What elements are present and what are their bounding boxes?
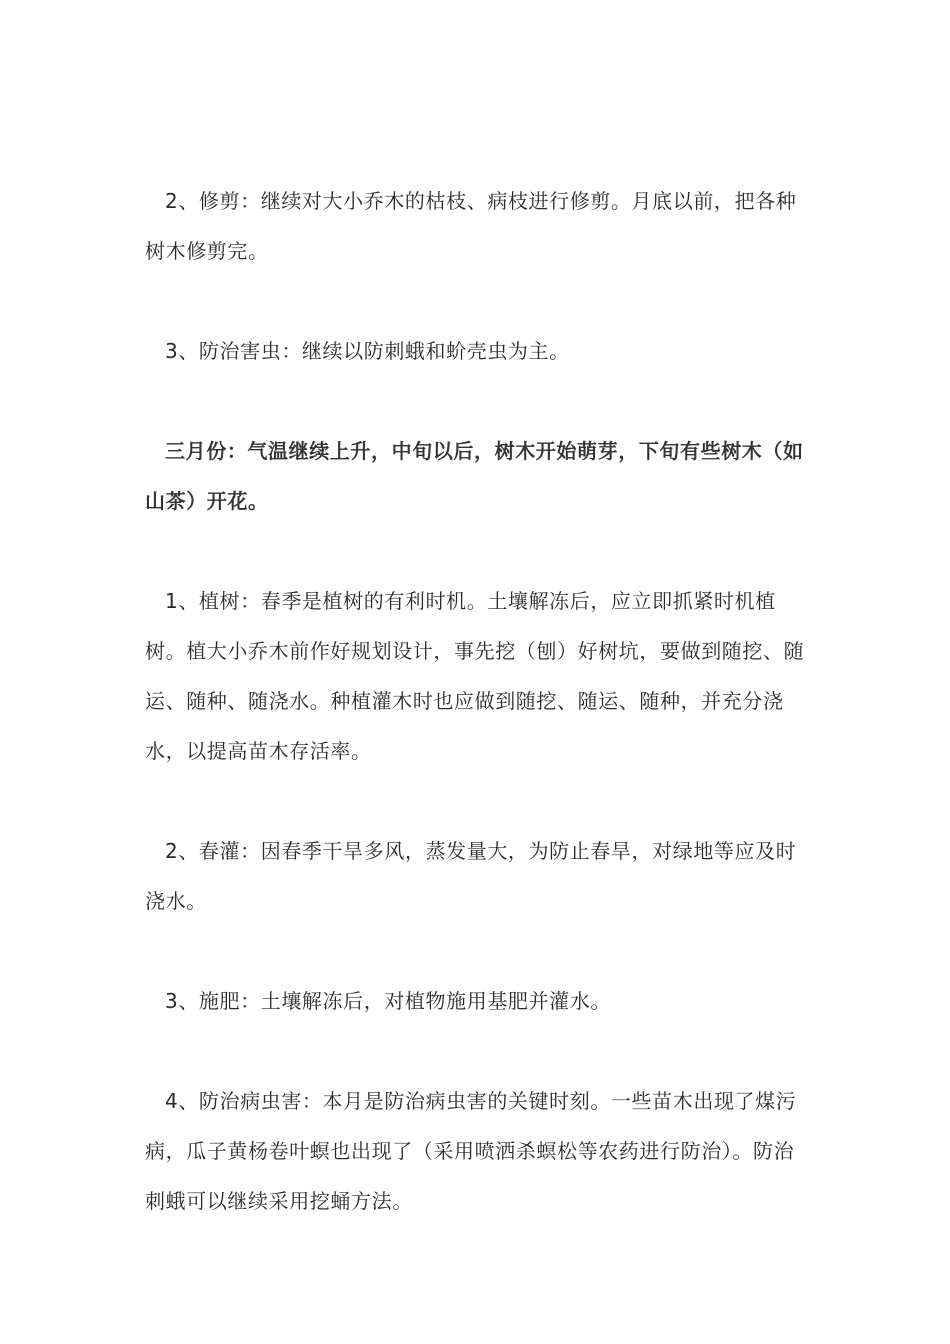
paragraph-fertilizing: 3、施肥：土壤解冻后，对植物施用基肥并灌水。 bbox=[165, 989, 611, 1013]
section-heading-march: 三月份：气温继续上升，中旬以后，树木开始萌芽，下旬有些树木（如山茶）开花。 bbox=[145, 439, 804, 513]
document-body bbox=[145, 176, 807, 1276]
paragraph-tree-planting: 1、植树：春季是植树的有利时机。土壤解冻后，应立即抓紧时机植树。植大小乔木前作好规划设计，事先挖（刨）好树坑，要做到随挖、随运、随种、随浇水。种植灌木时也应做到随挖、随运、随种，并充分浇水，以提高苗木存活率。 bbox=[145, 589, 805, 763]
paragraph-pest-control: 3、防治害虫：继续以防刺蛾和蚧壳虫为主。 bbox=[165, 339, 570, 363]
paragraph-spring-irrigation: 2、春灌：因春季干旱多风，蒸发量大，为防止春旱，对绿地等应及时浇水。 bbox=[145, 839, 797, 913]
paragraph-disease-pest-control: 4、防治病虫害：本月是防治病虫害的关键时刻。一些苗木出现了煤污病，瓜子黄杨卷叶螟也出现了（采用喷洒杀螟松等农药进行防治）。防治刺蛾可以继续采用挖蛹方法。 bbox=[145, 1089, 797, 1213]
paragraph-pruning: 2、修剪：继续对大小乔木的枯枝、病枝进行修剪。月底以前，把各种树木修剪完。 bbox=[145, 189, 797, 263]
